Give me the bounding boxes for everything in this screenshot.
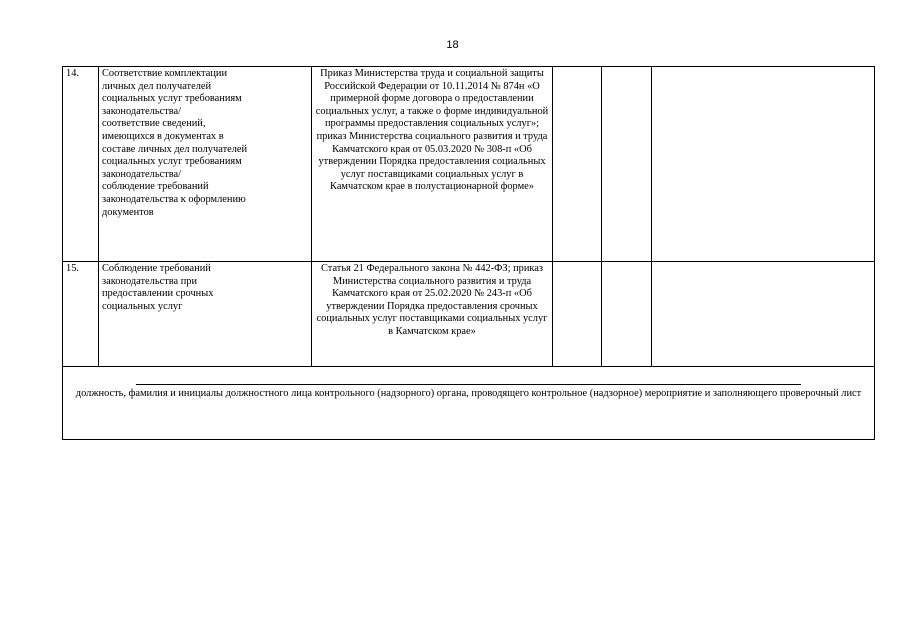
requirement-cell: Соответствие комплектации личных дел получателей социальных услуг требованиям законодательства/ соответствие сведений, имеющихся в документах в составе личных дел получателей социальных услуг требованиям законодательства/ соблюдение требований законодательства к оформлению документов: [99, 67, 312, 262]
page-number: 18: [446, 39, 459, 51]
signature-row: [63, 367, 875, 440]
answer-no-cell: [602, 67, 652, 262]
signature-cell: [63, 367, 875, 440]
row-number: 14.: [63, 67, 99, 262]
answer-no-cell: [602, 262, 652, 367]
signature-caption: должность, фамилия и инициалы должностного лица контрольного (надзорного) органа, проводящего контрольное (надзорное) мероприятие и заполняющего проверочный лист: [75, 388, 862, 399]
table-row: [63, 262, 875, 367]
requirement-cell: Соблюдение требований законодательства при предоставлении срочных социальных услуг: [99, 262, 312, 367]
answer-yes-cell: [553, 67, 602, 262]
checklist-table: [62, 66, 875, 440]
signature-line: [136, 384, 801, 385]
legal-act-cell: Приказ Министерства труда и социальной защиты Российской Федерации от 10.11.2014 № 874н «О примерной форме договора о предоставлении социальных услуг, а также о форме индивидуальной программы предоставления социальных услуг»; приказ Министерства социального развития и труда Камчатского края от 05.03.2020 № 308-п «Об утверждении Порядка предоставления социальных услуг поставщиками социальных услуг в Камчатском крае в полустационарной форме»: [312, 67, 553, 262]
note-cell: [652, 262, 875, 367]
answer-yes-cell: [553, 262, 602, 367]
note-cell: [652, 67, 875, 262]
row-number: 15.: [63, 262, 99, 367]
legal-act-cell: Статья 21 Федерального закона № 442-ФЗ; приказ Министерства социального развития и труда Камчатского края от 25.02.2020 № 243-п «Об утверждении Порядка предоставления срочных социальных услуг поставщиками социальных услуг в Камчатском крае»: [312, 262, 553, 367]
table-row: [63, 67, 875, 262]
